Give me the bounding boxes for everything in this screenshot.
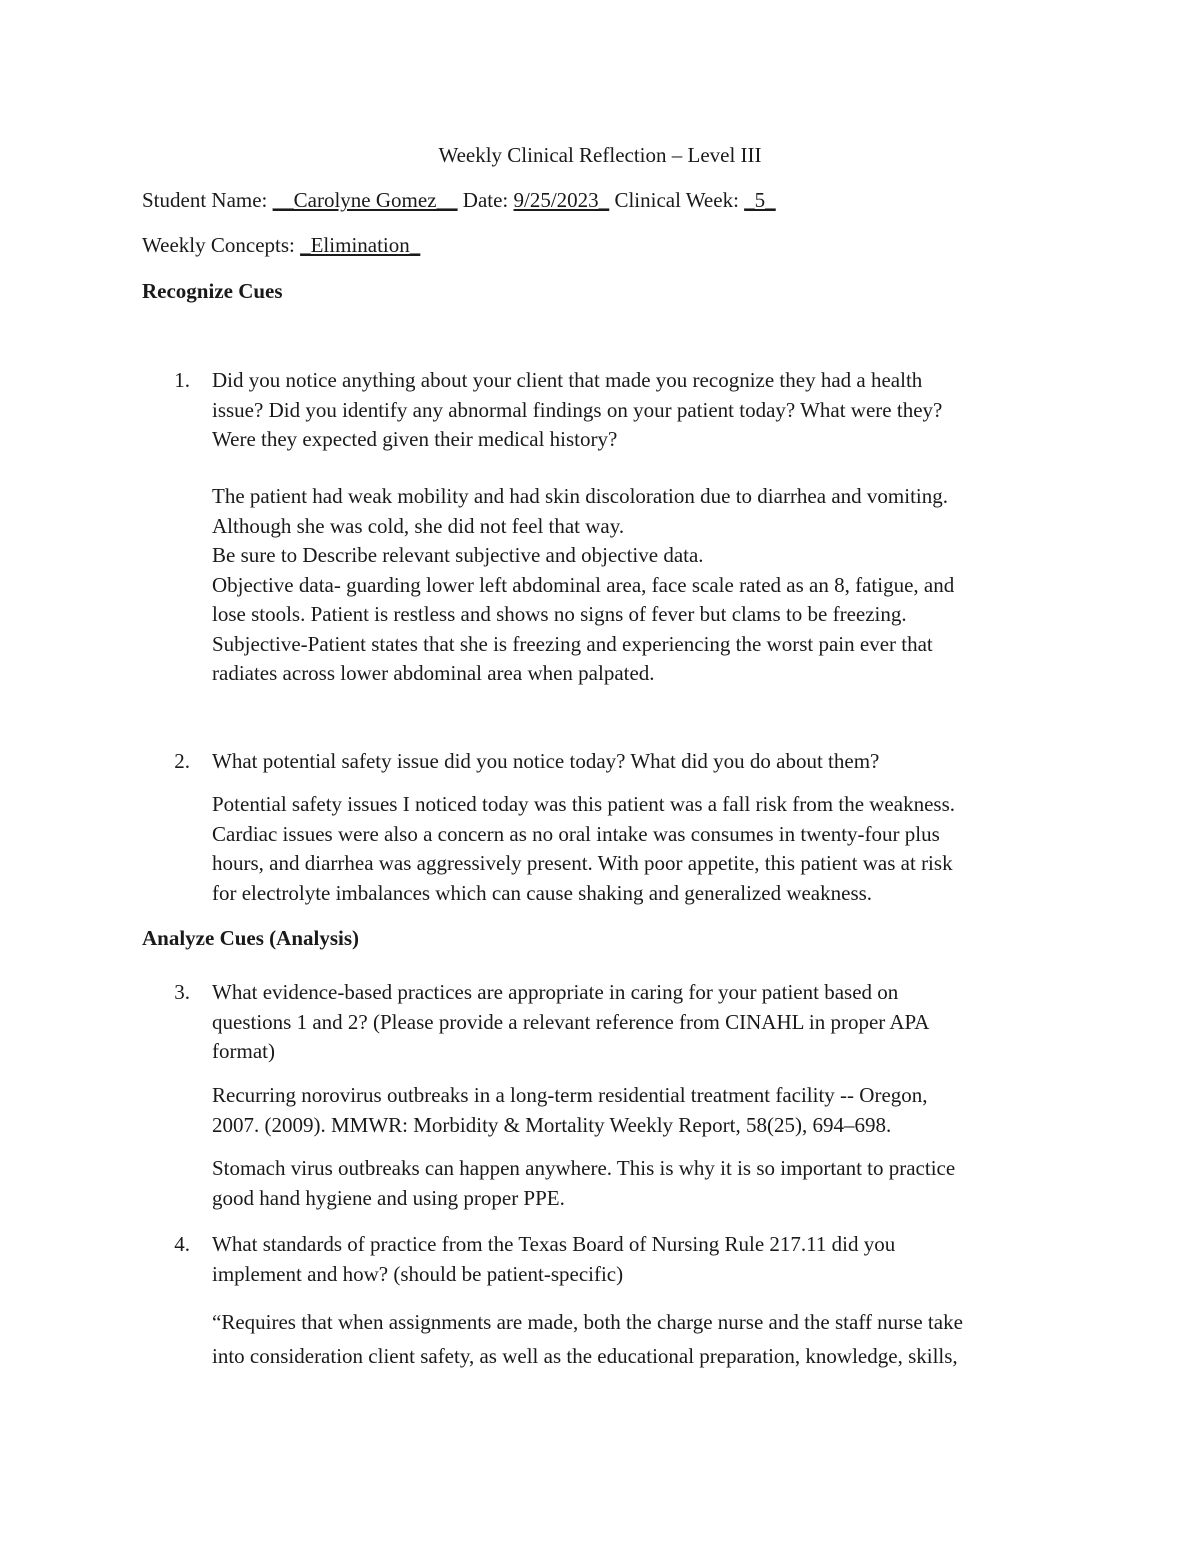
- answer-text: [212, 1081, 1112, 1140]
- answer-line: The patient had weak mobility and had skin discoloration due to diarrhea and vomiting.: [212, 484, 948, 508]
- student-name-label: Student Name:: [142, 188, 268, 212]
- answer-line: Cardiac issues were also a concern as no oral intake was consumes in twenty-four plus: [212, 821, 940, 846]
- weekly-concepts-value: _Elimination_: [300, 233, 421, 257]
- clinical-week-label: Clinical Week:: [614, 188, 739, 212]
- answer-line: Recurring norovirus outbreaks in a long-term residential treatment facility -- Oregon,: [212, 1083, 928, 1107]
- question-text: [212, 747, 1112, 777]
- page-title: Weekly Clinical Reflection – Level III: [438, 143, 762, 167]
- answer-line: lose stools. Patient is restless and shows no signs of fever but clams to be freezing.: [212, 602, 907, 626]
- answer-line: into consideration client safety, as well as the educational preparation, knowledge, skills,: [212, 1343, 958, 1368]
- question-line: questions 1 and 2? (Please provide a relevant reference from CINAHL in proper APA: [212, 1009, 930, 1034]
- question-number: 3.: [174, 980, 190, 1004]
- weekly-concepts-label: Weekly Concepts:: [142, 233, 295, 257]
- date-value: 9/25/2023_: [513, 188, 610, 212]
- answer-text: [212, 482, 1112, 689]
- question-text: [212, 978, 1112, 1067]
- answer-line: hours, and diarrhea was aggressively present. With poor appetite, this patient was at risk: [212, 851, 953, 875]
- answer-line: Subjective-Patient states that she is freezing and experiencing the worst pain ever that: [212, 631, 933, 656]
- answer-text: [212, 1154, 1112, 1213]
- student-name-value: __Carolyne Gomez__: [272, 188, 458, 212]
- question-line: issue? Did you identify any abnormal findings on your patient today? What were they?: [212, 397, 943, 422]
- answer-line: “Requires that when assignments are made, both the charge nurse and the staff nurse take: [212, 1310, 963, 1334]
- answer-line: radiates across lower abdominal area when palpated.: [212, 661, 655, 685]
- date-label: Date:: [462, 188, 509, 212]
- question-line: What potential safety issue did you notice today? What did you do about them?: [212, 749, 880, 773]
- answer-line: good hand hygiene and using proper PPE.: [212, 1185, 565, 1210]
- answer-text: [212, 790, 1112, 908]
- question-line: implement and how? (should be patient-specific): [212, 1261, 624, 1286]
- question-number: 2.: [174, 749, 190, 773]
- answer-line: for electrolyte imbalances which can cause shaking and generalized weakness.: [212, 880, 873, 905]
- clinical-week-value: _5_: [744, 188, 776, 212]
- student-info-line: [142, 186, 776, 216]
- weekly-concepts-line: [142, 231, 420, 261]
- answer-line: Objective data- guarding lower left abdominal area, face scale rated as an 8, fatigue, and: [212, 572, 955, 597]
- question-line: What evidence-based practices are appropriate in caring for your patient based on: [212, 980, 899, 1004]
- question-text: [212, 1230, 1112, 1289]
- answer-line: Potential safety issues I noticed today was this patient was a fall risk from the weakness.: [212, 792, 955, 816]
- answer-line: 2007. (2009). MMWR: Morbidity & Mortality Weekly Report, 58(25), 694–698.: [212, 1112, 892, 1137]
- question-text: [212, 366, 1112, 455]
- answer-text: [212, 1306, 1112, 1373]
- question-number: 1.: [174, 368, 190, 392]
- section-heading-recognize-cues: Recognize Cues: [142, 279, 283, 303]
- question-number: 4.: [174, 1232, 190, 1256]
- question-line: format): [212, 1039, 275, 1063]
- question-line: What standards of practice from the Texas Board of Nursing Rule 217.11 did you: [212, 1232, 896, 1256]
- question-line: Were they expected given their medical history?: [212, 427, 618, 451]
- answer-line: Be sure to Describe relevant subjective and objective data.: [212, 543, 704, 567]
- section-heading-analyze-cues: Analyze Cues (Analysis): [142, 926, 360, 950]
- question-line: Did you notice anything about your client that made you recognize they had a health: [212, 368, 923, 392]
- answer-line: Although she was cold, she did not feel that way.: [212, 513, 625, 538]
- answer-line: Stomach virus outbreaks can happen anywhere. This is why it is so important to practice: [212, 1156, 956, 1180]
